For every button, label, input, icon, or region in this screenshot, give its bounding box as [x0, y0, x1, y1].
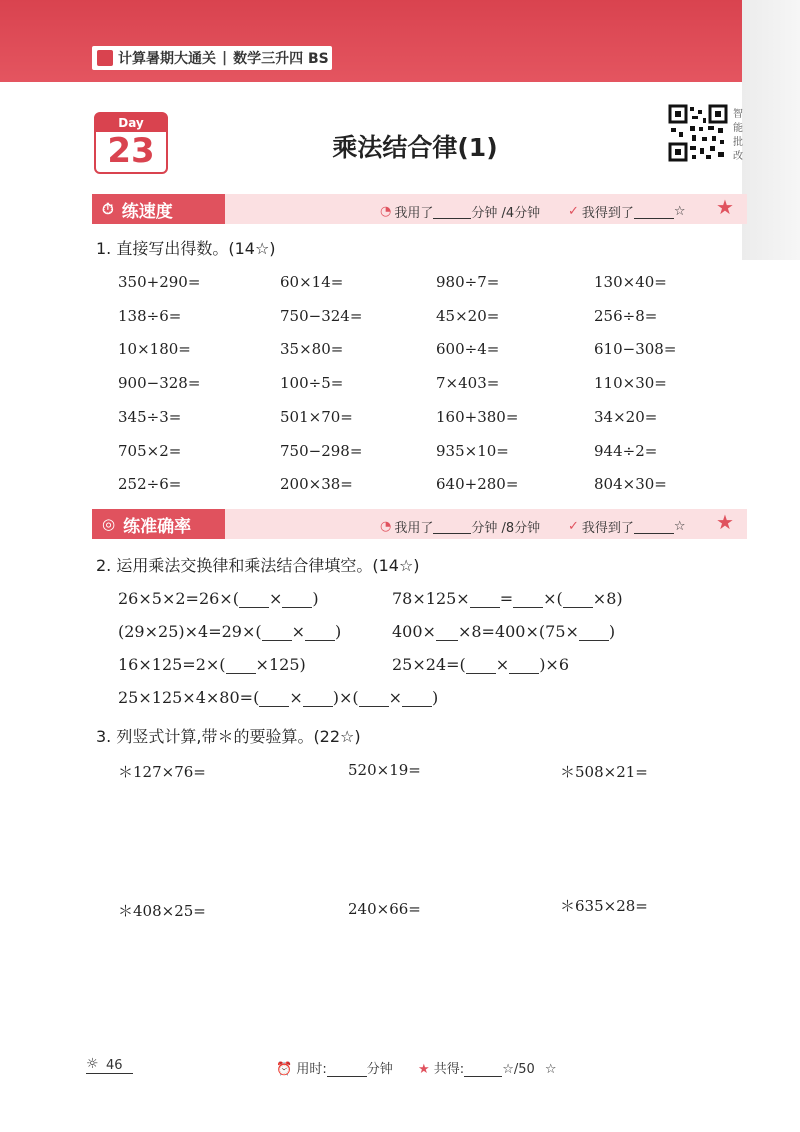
day-number: 23 — [107, 131, 155, 171]
q2-line-4: 25×125×4×80=( × )×( × ) — [118, 688, 439, 707]
calc-item: 130×40= — [594, 273, 667, 291]
day-label: Day — [96, 114, 166, 132]
fill-blank[interactable] — [466, 660, 496, 674]
calc-item: 34×20= — [594, 408, 658, 426]
calc-item: 600÷4= — [436, 340, 500, 358]
fill-blank[interactable] — [226, 660, 256, 674]
alarm-clock-icon: ⏰ — [276, 1062, 293, 1077]
total-score-blank[interactable] — [464, 1063, 502, 1077]
fill-blank[interactable] — [359, 693, 389, 707]
score-blank[interactable] — [634, 520, 674, 534]
score-blank[interactable] — [634, 205, 674, 219]
calc-item: 640+280= — [436, 475, 519, 493]
calc-item: 200×38= — [280, 475, 353, 493]
calc-item: 160+380= — [436, 408, 519, 426]
calc-item: 350+290= — [118, 273, 201, 291]
time-blank[interactable] — [433, 520, 471, 534]
q2-line-2-right: 400× ×8=400×(75× ) — [392, 622, 616, 641]
time-used-speed: ◔ 我用了 分钟 /4分钟 — [380, 204, 541, 221]
footer-total: ★ 共得: ☆/50 ☆ — [418, 1062, 557, 1077]
score-accuracy: ✓ 我得到了 ☆ — [568, 519, 686, 536]
star-icon: ★ — [716, 510, 734, 534]
time-blank[interactable] — [433, 205, 471, 219]
calc-item: 35×80= — [280, 340, 344, 358]
q2-line-3-left: 16×125=2×( ×125) — [118, 655, 306, 674]
calc-item: 252÷6= — [118, 475, 182, 493]
fill-blank[interactable] — [303, 693, 333, 707]
total-time-blank[interactable] — [327, 1063, 367, 1077]
fill-blank[interactable] — [509, 660, 539, 674]
calc-item: 60×14= — [280, 273, 344, 291]
calc-item: 45×20= — [436, 307, 500, 325]
calc-item: 256÷8= — [594, 307, 658, 325]
time-used-accuracy: ◔ 我用了 分钟 /8分钟 — [380, 519, 541, 536]
calc-item: 804×30= — [594, 475, 667, 493]
section-title-speed: 练速度 — [121, 201, 173, 222]
calc-item: 980÷7= — [436, 273, 500, 291]
vertical-calc-item: ＊635×28= — [560, 897, 648, 915]
fill-blank[interactable] — [239, 594, 269, 608]
calc-item: 705×2= — [118, 442, 182, 460]
vertical-calc-item: ＊408×25= — [118, 902, 206, 920]
series-name: 计算暑期大通关 — [118, 51, 216, 67]
footer-time: ⏰ 用时: 分钟 — [276, 1062, 393, 1077]
star-icon: ★ — [418, 1062, 430, 1077]
calc-item: 10×180= — [118, 340, 191, 358]
fill-blank[interactable] — [579, 627, 609, 641]
calc-item: 610−308= — [594, 340, 677, 358]
check-circle-icon: ✓ — [568, 519, 579, 534]
star-icon: ★ — [716, 195, 734, 219]
calc-item: 501×70= — [280, 408, 353, 426]
fill-blank[interactable] — [563, 594, 593, 608]
q2-line-2-left: (29×25)×4=29×( × ) — [118, 622, 342, 641]
book-icon — [97, 50, 113, 66]
page-title: 乘法结合律(1) — [332, 133, 498, 162]
fill-blank[interactable] — [262, 627, 292, 641]
calc-item: 7×403= — [436, 374, 500, 392]
smart-grading-label: 智能批改 — [733, 109, 743, 162]
fill-blank[interactable] — [513, 594, 543, 608]
fill-blank[interactable] — [282, 594, 312, 608]
fill-blank[interactable] — [402, 693, 432, 707]
calc-item: 935×10= — [436, 442, 509, 460]
calc-item: 750−324= — [280, 307, 363, 325]
divider: | — [222, 50, 228, 66]
section-label-accuracy — [92, 509, 225, 539]
check-circle-icon: ✓ — [568, 204, 579, 219]
score-speed: ✓ 我得到了 ☆ — [568, 204, 686, 221]
calc-item: 944÷2= — [594, 442, 658, 460]
fill-blank[interactable] — [436, 627, 458, 641]
calc-item: 138÷6= — [118, 307, 182, 325]
target-icon: ◎ — [102, 515, 116, 533]
sun-icon: ☼ — [86, 1056, 99, 1072]
q2-line-1-left: 26×5×2=26×( × ) — [118, 589, 319, 608]
calc-item: 100÷5= — [280, 374, 344, 392]
q2-line-3-right: 25×24=( × )×6 — [392, 655, 570, 674]
vertical-calc-item: ＊127×76= — [118, 763, 206, 781]
section-title-accuracy: 练准确率 — [123, 516, 192, 537]
vertical-calc-item: 520×19= — [348, 761, 421, 779]
calc-item: 110×30= — [594, 374, 667, 392]
header-badge — [92, 46, 332, 70]
question-2-title: 2. 运用乘法交换律和乘法结合律填空。(14☆) — [96, 556, 420, 575]
question-3-title: 3. 列竖式计算,带＊的要验算。(22☆) — [96, 727, 361, 746]
section-label-speed — [92, 194, 225, 224]
qr-code-icon[interactable] — [668, 104, 728, 162]
stopwatch-icon: ⏱ — [102, 200, 114, 218]
clock-icon: ◔ — [380, 519, 392, 534]
calc-item: 900−328= — [118, 374, 201, 392]
q2-line-1-right: 78×125× = ×( ×8) — [392, 589, 623, 608]
calc-item: 345÷3= — [118, 408, 182, 426]
calc-item: 750−298= — [280, 442, 363, 460]
question-1-title: 1. 直接写出得数。(14☆) — [96, 239, 276, 258]
vertical-calc-item: ＊508×21= — [560, 763, 648, 781]
page-number: ☼ 46 — [86, 1058, 133, 1074]
clock-icon: ◔ — [380, 204, 392, 219]
fill-blank[interactable] — [470, 594, 500, 608]
vertical-calc-item: 240×66= — [348, 900, 421, 918]
fill-blank[interactable] — [259, 693, 289, 707]
grade-label: 数学三升四 BS — [233, 51, 329, 67]
fill-blank[interactable] — [305, 627, 335, 641]
